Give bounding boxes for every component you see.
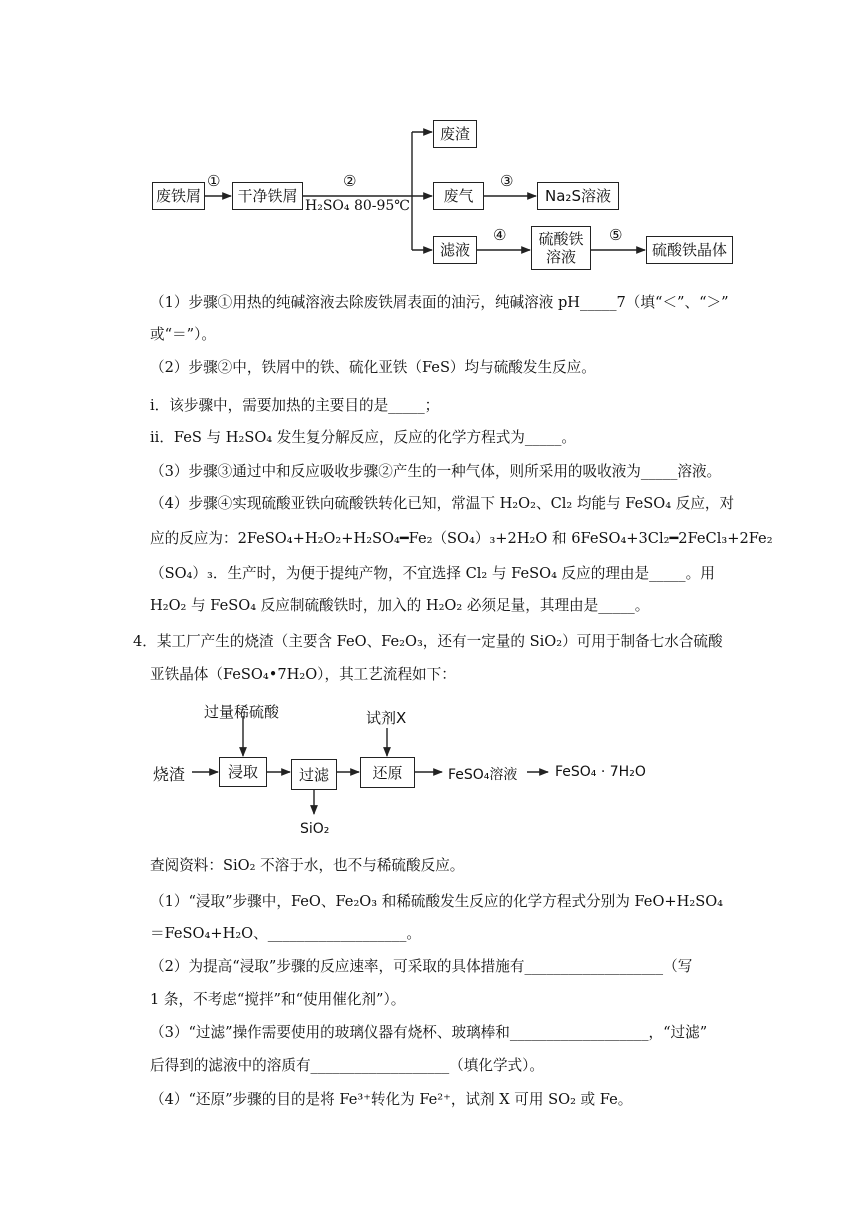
q3-part4-line2: 应的反应为：2FeSO₄+H₂O₂+H₂SO₄━Fe₂（SO₄）₃+2H₂O 和 6FeSO₄+3Cl₂━2FeCl₃+2Fe₂ (150, 530, 773, 547)
diagram2-sio2-label: SiO₂ (300, 821, 330, 837)
diagram2-reagent-label: 试剂X (366, 709, 407, 727)
box-ferric-sulfate-line1: 硫酸铁 (538, 230, 584, 248)
box-leach: 浸取 (219, 757, 267, 787)
step-4-label: ④ (493, 226, 507, 244)
box-scrap-iron: 废铁屑 (152, 182, 205, 210)
diagram2-slag-label: 烧渣 (153, 765, 186, 784)
diagram2-product: FeSO₄ · 7H₂O (555, 764, 646, 780)
q3-part4-line4: H₂O₂ 与 FeSO₄ 反应制硫酸铁时，加入的 H₂O₂ 必须足量，其理由是_____。 (150, 597, 650, 614)
q4-part1-line2: ＝FeSO₄+H₂O、___________________。 (150, 925, 421, 942)
q3-part3: （3）步骤③通过中和反应吸收步骤②产生的一种气体，则所采用的吸收液为_____溶液。 (150, 463, 722, 480)
q3-part2: （2）步骤②中，铁屑中的铁、硫化亚铁（FeS）均与硫酸发生反应。 (150, 359, 596, 376)
q4-part2-line2: 1 条，不考虑“搅拌”和“使用催化剂”）。 (150, 991, 406, 1008)
step-2-label: ② (343, 172, 357, 190)
q4-part3-line1: （3）“过滤”操作需要使用的玻璃仪器有烧杯、玻璃棒和___________________，“过滤” (150, 1024, 708, 1041)
box-ferric-sulfate-line2: 溶液 (545, 248, 576, 266)
box-ferric-sulfate-crystal: 硫酸铁晶体 (646, 236, 733, 264)
box-filtrate: 滤液 (433, 236, 477, 264)
q3-part2-i: i．该步骤中，需要加热的主要目的是_____； (150, 397, 440, 414)
step-5-label: ⑤ (609, 226, 623, 244)
box-waste-gas: 废气 (433, 182, 484, 210)
q3-part2-ii: ii．FeS 与 H₂SO₄ 发生复分解反应，反应的化学方程式为_____。 (150, 429, 576, 446)
diagram2-feso4-solution: FeSO₄溶液 (448, 767, 518, 783)
q3-part1-line2: 或“＝”）。 (150, 326, 216, 343)
q4-heading-line1: 4．某工厂产生的烧渣（主要含 FeO、Fe₂O₃，还有一定量的 SiO₂）可用于制备七水合硫酸 (133, 633, 723, 650)
q3-part4-line1: （4）步骤④实现硫酸亚铁向硫酸铁转化已知，常温下 H₂O₂、Cl₂ 均能与 FeSO₄ 反应，对 (150, 495, 735, 512)
q3-part4-line3: （SO₄）₃．生产时，为便于提纯产物，不宜选择 Cl₂ 与 FeSO₄ 反应的理由是_____。用 (150, 565, 715, 582)
q4-part1-line1: （1）“浸取”步骤中，FeO、Fe₂O₃ 和稀硫酸发生反应的化学方程式分别为 FeO+H₂SO₄ (150, 893, 724, 910)
q4-part4: （4）“还原”步骤的目的是将 Fe³⁺转化为 Fe²⁺，试剂 X 可用 SO₂ 或 Fe。 (150, 1091, 633, 1108)
step-2-condition: H₂SO₄ 80-95℃ (305, 198, 410, 214)
box-reduce: 还原 (360, 757, 415, 788)
box-filter: 过滤 (291, 759, 337, 790)
box-na2s-solution: Na₂S溶液 (537, 182, 619, 210)
box-waste-residue: 废渣 (433, 120, 477, 148)
diagram2-acid-label: 过量稀硫酸 (204, 703, 280, 721)
q4-reference: 查阅资料：SiO₂ 不溶于水，也不与稀硫酸反应。 (150, 857, 465, 874)
q4-heading-line2: 亚铁晶体（FeSO₄•7H₂O），其工艺流程如下： (150, 666, 456, 683)
step-3-label: ③ (500, 172, 514, 190)
step-1-label: ① (207, 172, 221, 190)
box-clean-iron: 干净铁屑 (232, 182, 303, 210)
q4-part2-line1: （2）为提高“浸取”步骤的反应速率，可采取的具体措施有___________________（写 (150, 958, 693, 975)
q4-part3-line2: 后得到的滤液中的溶质有___________________（填化学式）。 (150, 1057, 545, 1074)
q3-part1-line1: （1）步骤①用热的纯碱溶液去除废铁屑表面的油污，纯碱溶液 pH_____7（填“＜”、“＞” (150, 294, 729, 311)
